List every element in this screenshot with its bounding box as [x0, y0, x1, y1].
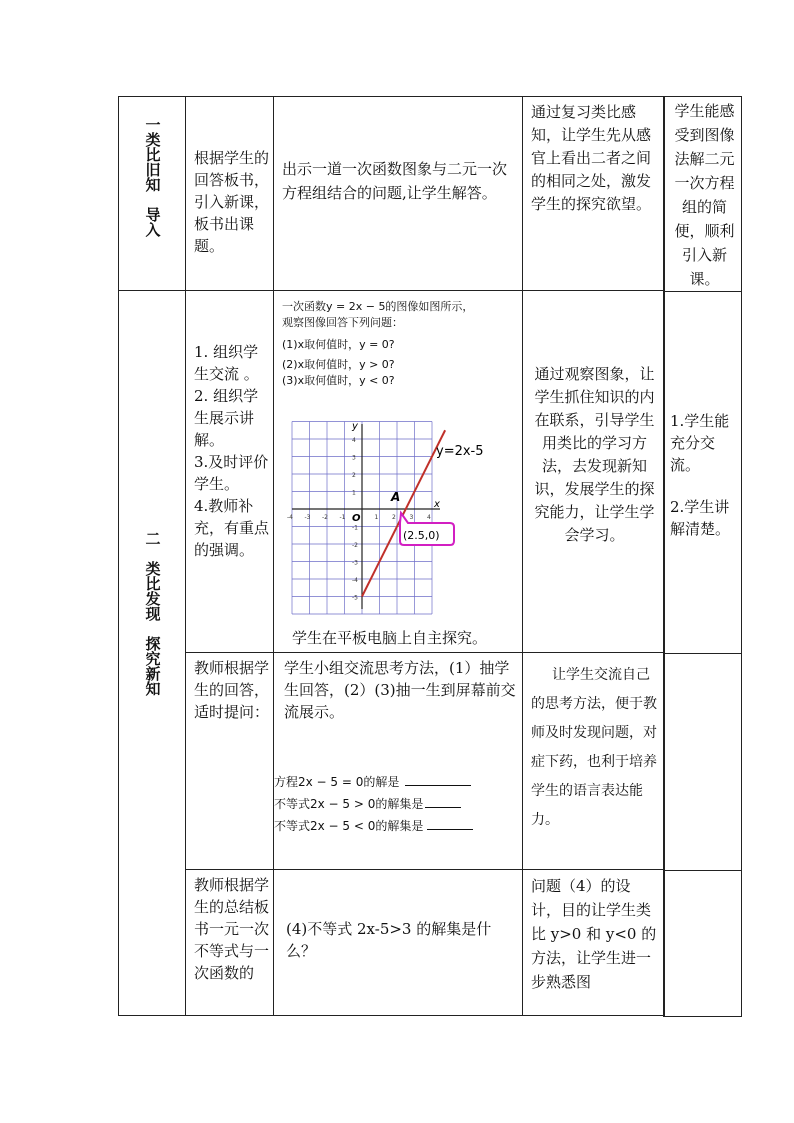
y-tick-label: -4: [352, 577, 358, 584]
equation-row-3: [274, 815, 473, 837]
x-tick-label: -3: [304, 514, 311, 521]
intent-cell: [523, 653, 665, 870]
problem-line-2: 观察图像回答下列问题：: [282, 316, 403, 329]
row-summary: [119, 870, 665, 1016]
effect-list: [664, 292, 741, 540]
row-discussion: [119, 653, 665, 870]
intent-cell: [523, 97, 665, 291]
y-tick-label: -1: [352, 524, 358, 532]
effect-column: [663, 96, 742, 1017]
effect-text: 学生能感受到图像法解二元一次方程组的简便，顺利引入新课。: [674, 102, 735, 288]
content-cell: [274, 870, 523, 1016]
problem-q1: (1)x取何值时，y = 0?: [282, 338, 395, 351]
stage-cell-2: [119, 291, 186, 1016]
effect-cell: [664, 292, 742, 654]
content-text: 学生小组交流思考方法，(1）抽学生回答，(2）(3)抽一生到屏幕前交流展示。: [284, 659, 516, 721]
problem-line-1: 一次函数y = 2x − 5的图像如图所示，: [282, 300, 474, 313]
content-text: 出示一道一次函数图象与二元一次方程组结合的问题,让学生解答。: [282, 160, 508, 202]
teacher-step-1: 1. 组织学生交流 。: [194, 343, 259, 383]
equation-3: 不等式2x − 5 < 0的解集是: [274, 819, 424, 833]
answer-blank: [405, 785, 471, 786]
effect-item-2: 2.学生讲解清楚。: [670, 498, 731, 538]
teacher-cell: [186, 291, 274, 653]
content-text: (4)不等式 2x-5>3 的解集是什么？: [286, 920, 492, 960]
lesson-plan-table: [118, 96, 665, 1016]
effect-item-1: 1.学生能充分交流。: [670, 412, 730, 474]
teacher-steps: [186, 291, 273, 561]
point-a-label: A: [391, 490, 401, 504]
teacher-cell: [186, 97, 274, 291]
equation-row-2: [274, 793, 473, 815]
y-tick-label: 3: [352, 454, 356, 462]
teacher-step-2: 2. 组织学生展示讲解。: [194, 387, 259, 449]
x-tick-label: -2: [322, 514, 328, 521]
equation-2: 不等式2x − 5 > 0的解集是: [274, 797, 424, 811]
effect-cell: [664, 97, 742, 292]
content-footer: 学生在平板电脑上自主探究。: [292, 629, 488, 647]
answer-blank: [425, 807, 461, 808]
teacher-cell: [186, 653, 274, 870]
equation-row-1: [274, 771, 473, 793]
teacher-activity: 根据学生的回答板书，引入新课，板书出课题。: [194, 149, 270, 255]
equation-list: [274, 771, 473, 837]
problem-q2: (2)x取何值时，y > 0?: [282, 358, 395, 371]
x-tick-label: -1: [339, 514, 346, 521]
y-axis-label: y: [352, 421, 358, 432]
x-tick-label: 3: [409, 514, 414, 521]
effect-cell-empty: [664, 654, 742, 871]
y-tick-label: 2: [352, 472, 356, 479]
x-axis-label: x: [434, 499, 440, 510]
teacher-activity: 教师根据学生的总结板书一元一次不等式与一次函数的: [194, 876, 270, 982]
x-tick-label: -4: [287, 514, 293, 521]
teacher-step-4: 4.教师补充，有重点的强调。: [194, 497, 270, 559]
answer-blank: [427, 829, 473, 830]
origin-label: O: [352, 513, 361, 524]
line-label: y=2x-5: [436, 444, 484, 459]
point-coordinate: (2.5,0): [403, 529, 440, 542]
y-tick-label: -3: [352, 559, 358, 567]
teacher-step-3: 3.及时评价学生。: [194, 453, 269, 493]
y-tick-label: -2: [352, 542, 358, 549]
intent-text: 通过观察图象，让学生抓住知识的内在联系，引导学生用类比的学习方法，去发现新知识，发展学生的探究能力，让学生学会学习。: [534, 365, 655, 544]
content-cell: [274, 653, 523, 870]
stage-label: 一类比旧知 导入: [143, 117, 162, 237]
content-cell: [274, 291, 523, 653]
row-review-intro: [119, 97, 665, 291]
y-tick-label: 1: [352, 489, 356, 497]
x-tick-label: 2: [392, 514, 396, 521]
function-graph: [282, 419, 529, 629]
intent-text: 问题（4）的设计，目的让学生类比 y>0 和 y<0 的方法，让学生进一步熟悉图: [531, 877, 657, 991]
stage-label-2: 二 类比发现 探究新知: [143, 531, 162, 696]
problem-text: [274, 291, 522, 389]
intent-cell: [523, 291, 665, 653]
effect-cell-empty: [664, 871, 742, 1017]
row-explore: [119, 291, 665, 653]
intent-text: 让学生交流自己的思考方法，便于教师及时发现问题，对症下药，也利于培养学生的语言表达能力。: [531, 667, 657, 828]
equation-1: 方程2x − 5 = 0的解是: [274, 775, 400, 789]
content-cell: [274, 97, 523, 291]
teacher-activity: 教师根据学生的回答，适时提问：: [194, 659, 270, 721]
problem-q3: (3)x取何值时，y < 0?: [282, 374, 395, 387]
intent-text: 通过复习类比感知，让学生先从感官上看出二者之间的相同之处，激发学生的探究欲望。: [531, 103, 652, 213]
stage-cell: [119, 97, 186, 291]
x-tick-label: 1: [374, 514, 379, 521]
y-tick-label: 4: [352, 437, 356, 444]
intent-cell: [523, 870, 665, 1016]
x-tick-label: 4: [427, 514, 431, 521]
teacher-cell: [186, 870, 274, 1016]
y-tick-label: -5: [352, 594, 358, 602]
